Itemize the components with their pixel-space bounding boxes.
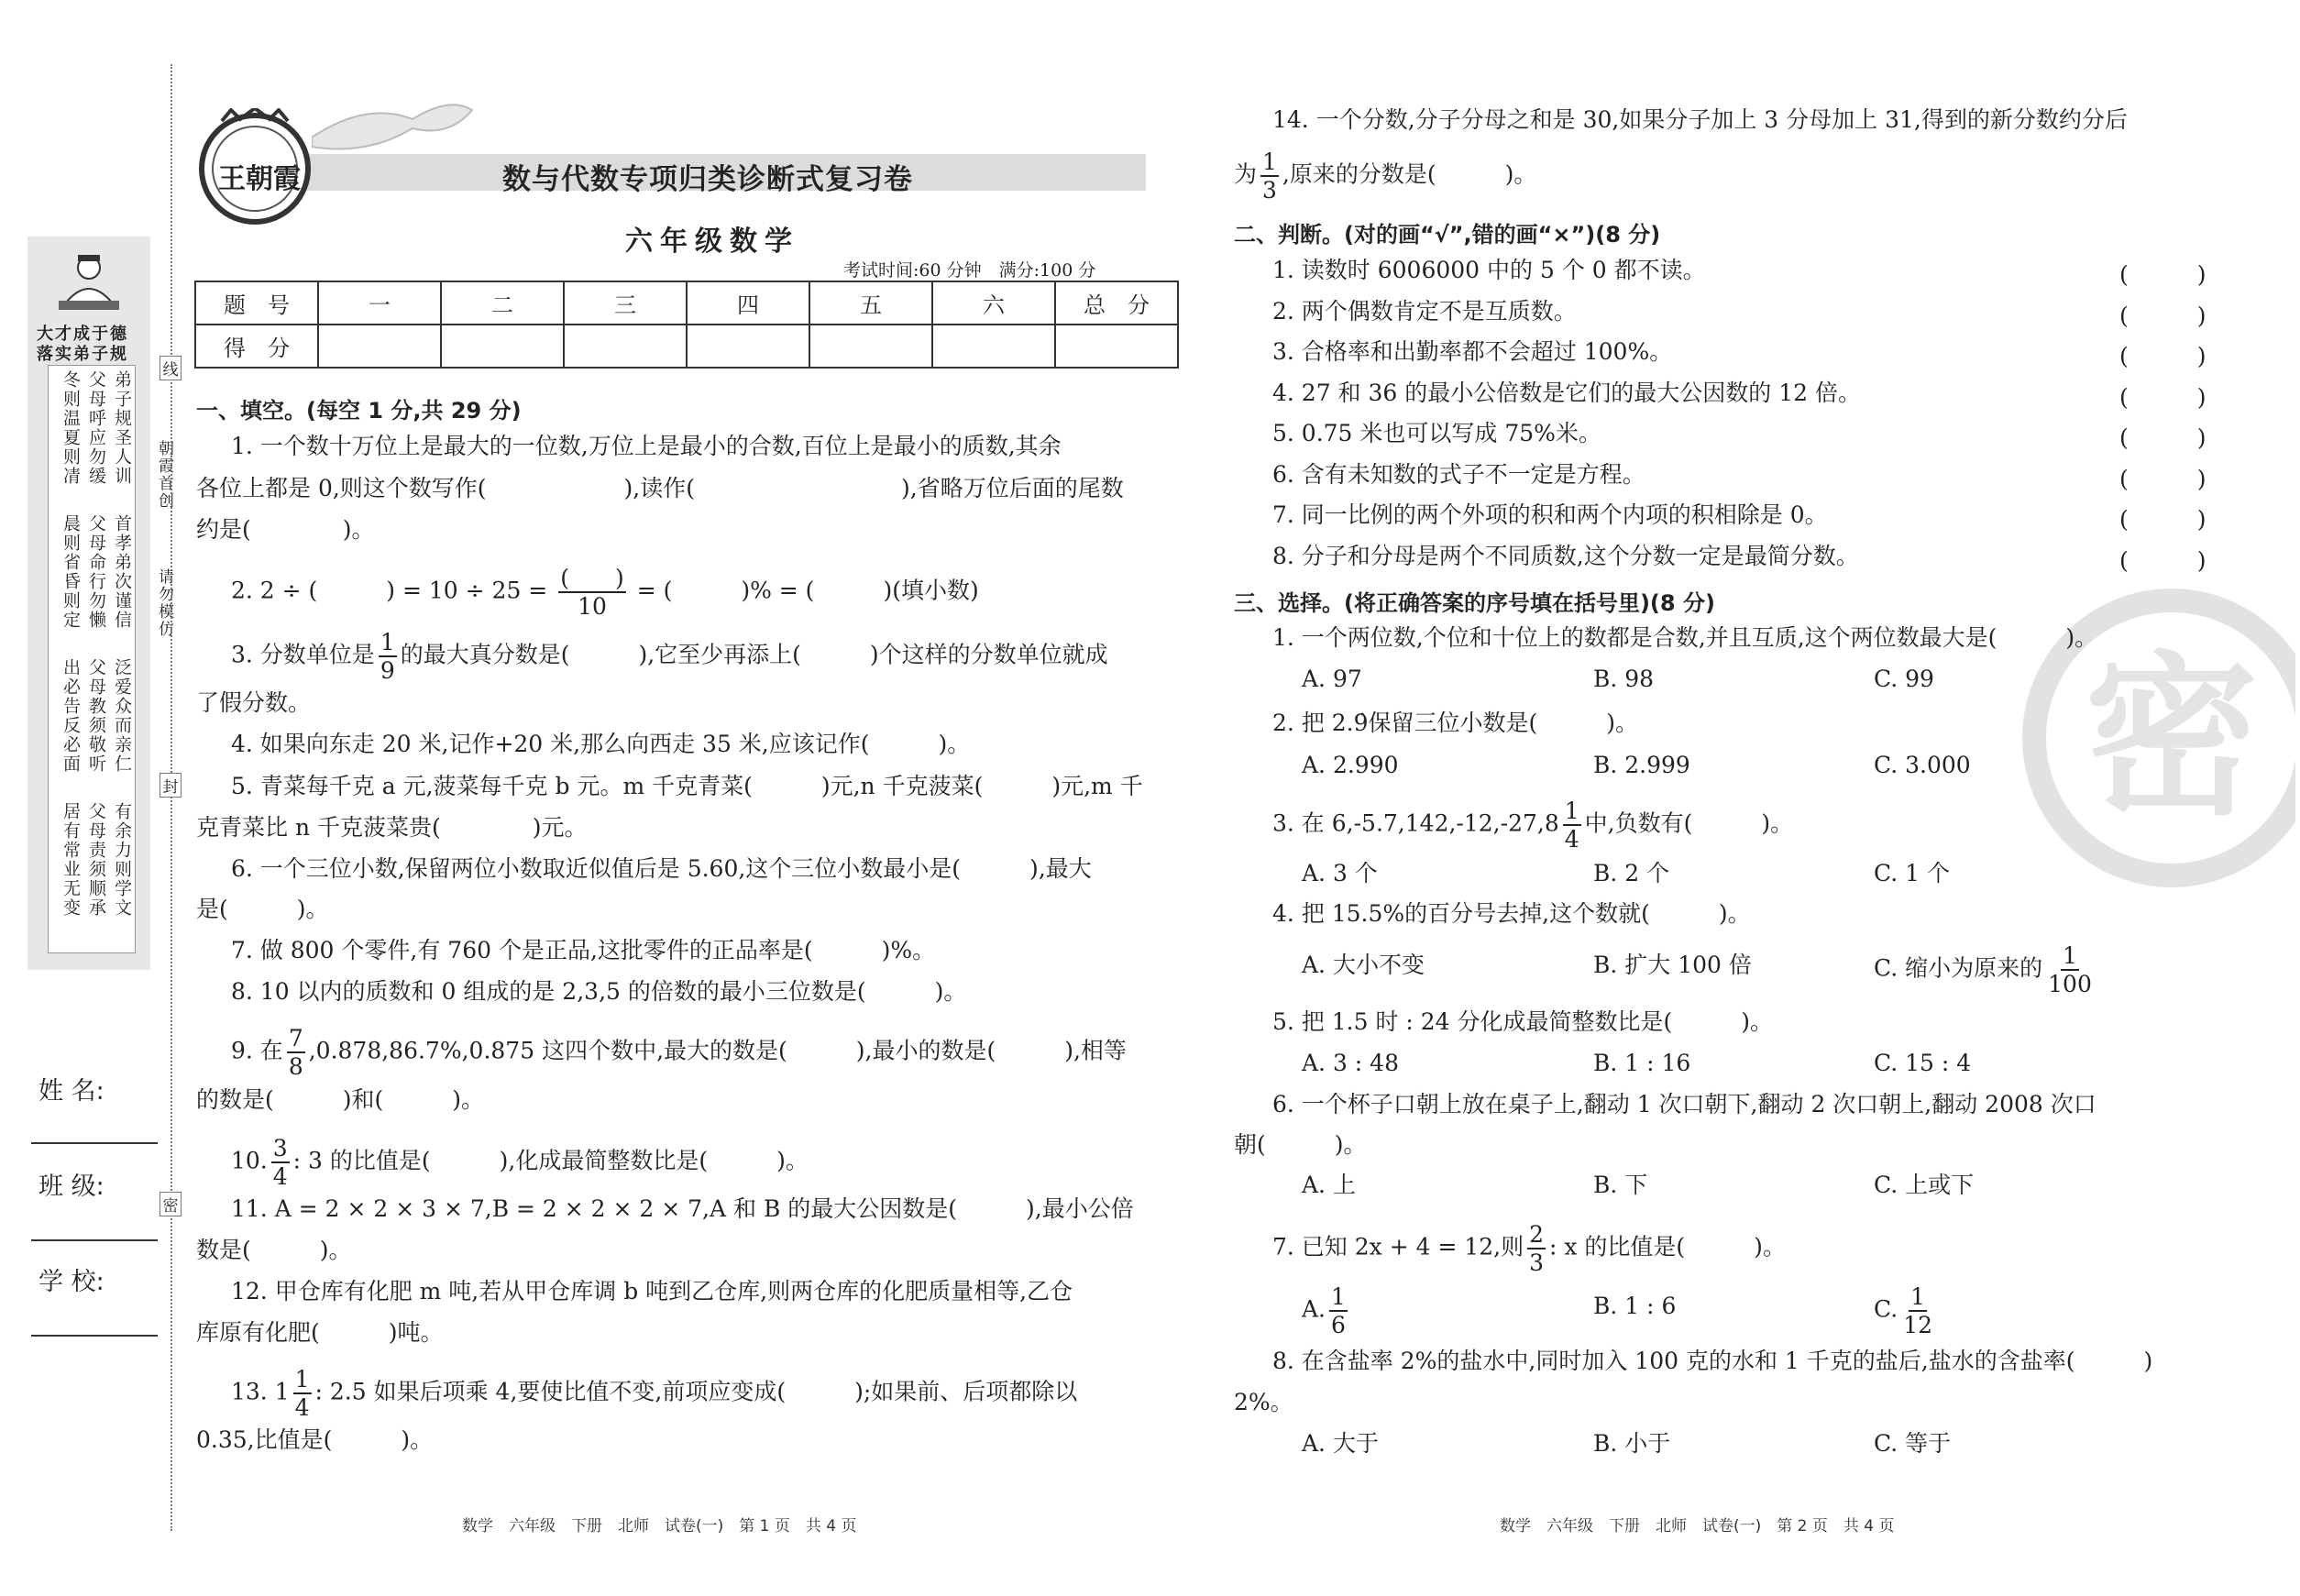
judge-item: 8. 分子和分母是两个不同质数,这个分数一定是最简分数。 — [1272, 542, 1859, 569]
footer-left: 数学 六年级 下册 北师 试卷(一) 第 1 页 共 4 页 — [462, 1517, 857, 1535]
rule-column: 居有常业无变 — [61, 802, 81, 918]
judge-answer-paren[interactable]: ( ) — [2119, 302, 2206, 329]
school-input-line[interactable] — [31, 1335, 158, 1337]
section1-heading: 一、填空。(每空 1 分,共 29 分) — [196, 398, 522, 424]
score-header-7: 总 分 — [1055, 281, 1178, 325]
judge-answer-paren[interactable]: ( ) — [2119, 546, 2206, 574]
q13-fraction: $\frac{1}{4}$ — [294, 1366, 310, 1421]
binding-mark-top: 线 — [160, 356, 182, 380]
binding-line — [171, 64, 172, 1531]
judge-answer-paren[interactable]: ( ) — [2119, 424, 2206, 451]
c1-option-b[interactable]: B. 98 — [1593, 666, 1655, 692]
c6-option-b[interactable]: B. 下 — [1593, 1172, 1648, 1198]
judge-item: 2. 两个偶数肯定不是互质数。 — [1272, 297, 1577, 325]
c2-option-a[interactable]: A. 2.990 — [1302, 752, 1399, 778]
judge-answer-paren[interactable]: ( ) — [2119, 383, 2206, 411]
judge-item: 6. 含有未知数的式子不一定是方程。 — [1272, 460, 1645, 488]
q11-line1: 11. A = 2 × 2 × 3 × 7,B = 2 × 2 × 2 × 7,A 和 B 的最大公因数是( ),最小公倍 — [231, 1195, 1134, 1222]
c5-option-c[interactable]: C. 15 : 4 — [1874, 1050, 1972, 1076]
section3-heading: 三、选择。(将正确答案的序号填在括号里)(8 分) — [1234, 590, 1715, 616]
judge-answer-paren[interactable]: ( ) — [2119, 261, 2206, 288]
section2-heading: 二、判断。(对的画“√”,错的画“×”)(8 分) — [1234, 222, 1661, 248]
class-label: 班 级: — [39, 1172, 105, 1201]
q13-line1: 13. 1 $\frac{1}{4}$ : 2.5 如果后项乘 4,要使比值不变,前项应变成( );如果前、后项都除以 — [231, 1366, 1078, 1421]
c8-line1: 8. 在含盐率 2%的盐水中,同时加入 100 克的水和 1 千克的盐后,盐水的含盐率( ) — [1272, 1348, 2153, 1374]
school-label: 学 校: — [39, 1268, 105, 1296]
q14-line1: 14. 一个分数,分子分母之和是 30,如果分子加上 3 分母加上 31,得到的新分数约分后 — [1272, 106, 2128, 133]
score-cell[interactable] — [441, 325, 564, 368]
score-cell[interactable] — [318, 325, 441, 368]
judge-answer-paren[interactable]: ( ) — [2119, 465, 2206, 492]
svg-text:密: 密 — [2084, 636, 2260, 839]
score-header-5: 五 — [809, 281, 932, 325]
q2: 2. 2 ÷ ( ) = 10 ÷ 25 = $\frac{( )}{10}$ = ( )% = ( )(填小数) — [231, 565, 979, 620]
fold-note-2: 请勿模仿 — [155, 568, 173, 638]
name-label: 姓 名: — [39, 1077, 105, 1106]
c3: 3. 在 6,-5.7,142,-12,-27,8 $\frac{1}{4}$ 中,负数有( )。 — [1272, 798, 1794, 853]
c3-option-b[interactable]: B. 2 个 — [1593, 860, 1670, 886]
q7: 7. 做 800 个零件,有 760 个是正品,这批零件的正品率是( )%。 — [231, 937, 936, 963]
c3-option-c[interactable]: C. 1 个 — [1874, 860, 1950, 886]
score-header-3: 三 — [564, 281, 687, 325]
rule-column: 父母责须顺承 — [86, 802, 106, 918]
exam-info: 考试时间:60 分钟 满分:100 分 — [843, 260, 1096, 281]
c1-option-a[interactable]: A. 97 — [1302, 666, 1362, 692]
rules-columns — [51, 370, 134, 948]
score-header-0: 题 号 — [195, 281, 318, 325]
q8: 8. 10 以内的质数和 0 组成的是 2,3,5 的倍数的最小三位数是( )。 — [231, 978, 967, 1005]
judge-item: 5. 0.75 米也可以写成 75%米。 — [1272, 420, 1601, 446]
q12-line2: 库原有化肥( )吨。 — [196, 1319, 444, 1346]
q3-line2: 了假分数。 — [196, 689, 312, 716]
rule-column: 父母教须敬听 — [86, 658, 106, 774]
q1-line3: 约是( )。 — [196, 516, 375, 543]
binding-mark-mid: 封 — [160, 773, 182, 798]
c2-option-c[interactable]: C. 3.000 — [1874, 752, 1971, 778]
banner-ribbon — [312, 101, 477, 169]
rule-column: 晨则省昏则定 — [61, 514, 81, 630]
score-table — [194, 281, 1179, 369]
c7: 7. 已知 2x + 4 = 12,则 $\frac{2}{3}$ : x 的比值是( )。 — [1272, 1221, 1786, 1276]
q6-line2: 是( )。 — [196, 896, 329, 922]
c4-option-b[interactable]: B. 扩大 100 倍 — [1593, 952, 1752, 978]
judge-item: 7. 同一比例的两个外项的积和两个内项的积相除是 0。 — [1272, 501, 1828, 528]
c4-option-c[interactable]: C. 缩小为原来的 $\frac{1}{100}$ — [1874, 942, 2092, 997]
q5-line1: 5. 青菜每千克 a 元,菠菜每千克 b 元。m 千克青菜( )元,n 千克菠菜( )元,m 千 — [231, 773, 1143, 799]
c5-option-a[interactable]: A. 3 : 48 — [1302, 1050, 1399, 1076]
c8-line2: 2%。 — [1234, 1389, 1293, 1415]
q10-fraction: $\frac{3}{4}$ — [272, 1135, 288, 1190]
c1: 1. 一个两位数,个位和十位上的数都是合数,并且互质,这个两位数最大是( )。 — [1272, 624, 2098, 651]
class-input-line[interactable] — [31, 1239, 158, 1241]
scholar-illustration — [48, 248, 130, 321]
judge-answer-paren[interactable]: ( ) — [2119, 506, 2206, 533]
c6-line1: 6. 一个杯子口朝上放在桌子上,翻动 1 次口朝下,翻动 2 次口朝上,翻动 2008 次口 — [1272, 1091, 2096, 1117]
judge-item: 4. 27 和 36 的最小公倍数是它们的最大公因数的 12 倍。 — [1272, 379, 1861, 406]
q9-fraction: $\frac{7}{8}$ — [288, 1025, 303, 1080]
c4-option-a[interactable]: A. 大小不变 — [1302, 952, 1425, 978]
c8-option-c[interactable]: C. 等于 — [1874, 1430, 1952, 1457]
q9-line2: 的数是( )和( )。 — [196, 1086, 485, 1113]
score-header-2: 二 — [441, 281, 564, 325]
q13-line2: 0.35,比值是( )。 — [196, 1426, 434, 1453]
fold-note-1: 朝霞首创 — [155, 440, 173, 510]
q14-line2: 为 $\frac{1}{3}$ ,原来的分数是( )。 — [1234, 149, 1537, 204]
q5-line2: 克青菜比 n 千克菠菜贵( )元。 — [196, 814, 588, 841]
rule-column: 有余力则学文 — [112, 802, 132, 918]
c6-line2: 朝( )。 — [1234, 1131, 1367, 1158]
footer-right: 数学 六年级 下册 北师 试卷(一) 第 2 页 共 4 页 — [1500, 1517, 1895, 1535]
score-cell[interactable] — [932, 325, 1055, 368]
q10: 10. $\frac{3}{4}$ : 3 的比值是( ),化成最简整数比是( )。 — [231, 1135, 809, 1190]
c3-option-a[interactable]: A. 3 个 — [1302, 860, 1378, 886]
c6-option-a[interactable]: A. 上 — [1302, 1172, 1356, 1198]
judge-answer-paren[interactable]: ( ) — [2119, 343, 2206, 369]
q11-line2: 数是( )。 — [196, 1237, 352, 1263]
rule-column: 父母呼应勿缓 — [86, 370, 106, 486]
c5-option-b[interactable]: B. 1 : 16 — [1593, 1050, 1691, 1076]
score-header-6: 六 — [932, 281, 1055, 325]
score-cell[interactable] — [809, 325, 932, 368]
c4: 4. 把 15.5%的百分号去掉,这个数就( )。 — [1272, 900, 1751, 927]
q1-line2: 各位上都是 0,则这个数写作( ),读作( ),省略万位后面的尾数 — [196, 475, 1124, 501]
motto-2: 落实弟子规 — [37, 345, 128, 364]
name-input-line[interactable] — [31, 1142, 158, 1144]
logo-text: 王朝霞 — [218, 163, 301, 195]
rule-column: 父母命行勿懒 — [86, 514, 106, 630]
c2-option-b[interactable]: B. 2.999 — [1593, 752, 1690, 778]
score-header-4: 四 — [687, 281, 809, 325]
c7-option-b[interactable]: B. 1 : 6 — [1593, 1293, 1677, 1319]
c7-option-a[interactable]: A. $\frac{1}{6}$ — [1302, 1283, 1346, 1338]
judge-item: 3. 合格率和出勤率都不会超过 100%。 — [1272, 338, 1673, 365]
subtitle: 六年级数学 — [625, 226, 799, 258]
q1-line1: 1. 一个数十万位上是最大的一位数,万位上是最小的合数,百位上是最小的质数,其余 — [231, 433, 1062, 459]
c1-option-c[interactable]: C. 99 — [1874, 666, 1934, 692]
q4: 4. 如果向东走 20 米,记作+20 米,那么向西走 35 米,应该记作( )。 — [231, 731, 971, 757]
q14-fraction: $\frac{1}{3}$ — [1262, 149, 1277, 204]
c8-option-a[interactable]: A. 大于 — [1302, 1430, 1379, 1457]
c7-option-c[interactable]: C. $\frac{1}{12}$ — [1874, 1283, 1932, 1338]
rule-column: 出必告反必面 — [61, 658, 81, 774]
q9-line1: 9. 在 $\frac{7}{8}$ ,0.878,86.7%,0.875 这四个数中,最大的数是( ),最小的数是( ),相等 — [231, 1025, 1127, 1080]
q3-line1: 3. 分数单位是 $\frac{1}{9}$ 的最大真分数是( ),它至少再添上( )个这样的分数单位就成 — [231, 629, 1108, 684]
score-row-label: 得 分 — [195, 325, 318, 368]
c6-option-c[interactable]: C. 上或下 — [1874, 1172, 1975, 1198]
c7-fraction: $\frac{2}{3}$ — [1529, 1221, 1545, 1276]
score-cell[interactable] — [564, 325, 687, 368]
rule-column: 弟子规圣人训 — [112, 370, 132, 486]
motto-1: 大才成于德 — [37, 325, 128, 344]
c2: 2. 把 2.9̇保留三位小数是( )。 — [1272, 710, 1639, 736]
binding-mark-bot: 密 — [160, 1192, 182, 1216]
q2-fraction: $\frac{( )}{10}$ — [560, 565, 624, 620]
q12-line1: 12. 甲仓库有化肥 m 吨,若从甲仓库调 b 吨到乙仓库,则两仓库的化肥质量相等,乙仓 — [231, 1278, 1073, 1304]
c4-fraction: $\frac{1}{100}$ — [2048, 942, 2092, 997]
rule-column: 冬则温夏则凊 — [61, 370, 81, 486]
exam-title: 数与代数专项归类诊断式复习卷 — [502, 163, 913, 196]
c3-fraction: $\frac{1}{4}$ — [1564, 798, 1579, 853]
rule-column: 泛爱众而亲仁 — [112, 658, 132, 774]
score-cell[interactable] — [687, 325, 809, 368]
c8-option-b[interactable]: B. 小于 — [1593, 1430, 1671, 1457]
c5: 5. 把 1.5 时 : 24 分化成最简整数比是( )。 — [1272, 1008, 1774, 1035]
judge-item: 1. 读数时 6006000 中的 5 个 0 都不读。 — [1272, 257, 1706, 283]
score-header-1: 一 — [318, 281, 441, 325]
score-cell[interactable] — [1055, 325, 1178, 368]
q3-fraction: $\frac{1}{9}$ — [380, 629, 395, 684]
rule-column: 首孝弟次谨信 — [112, 514, 132, 630]
q6-line1: 6. 一个三位小数,保留两位小数取近似值后是 5.60,这个三位小数最小是( ),最大 — [231, 855, 1092, 882]
